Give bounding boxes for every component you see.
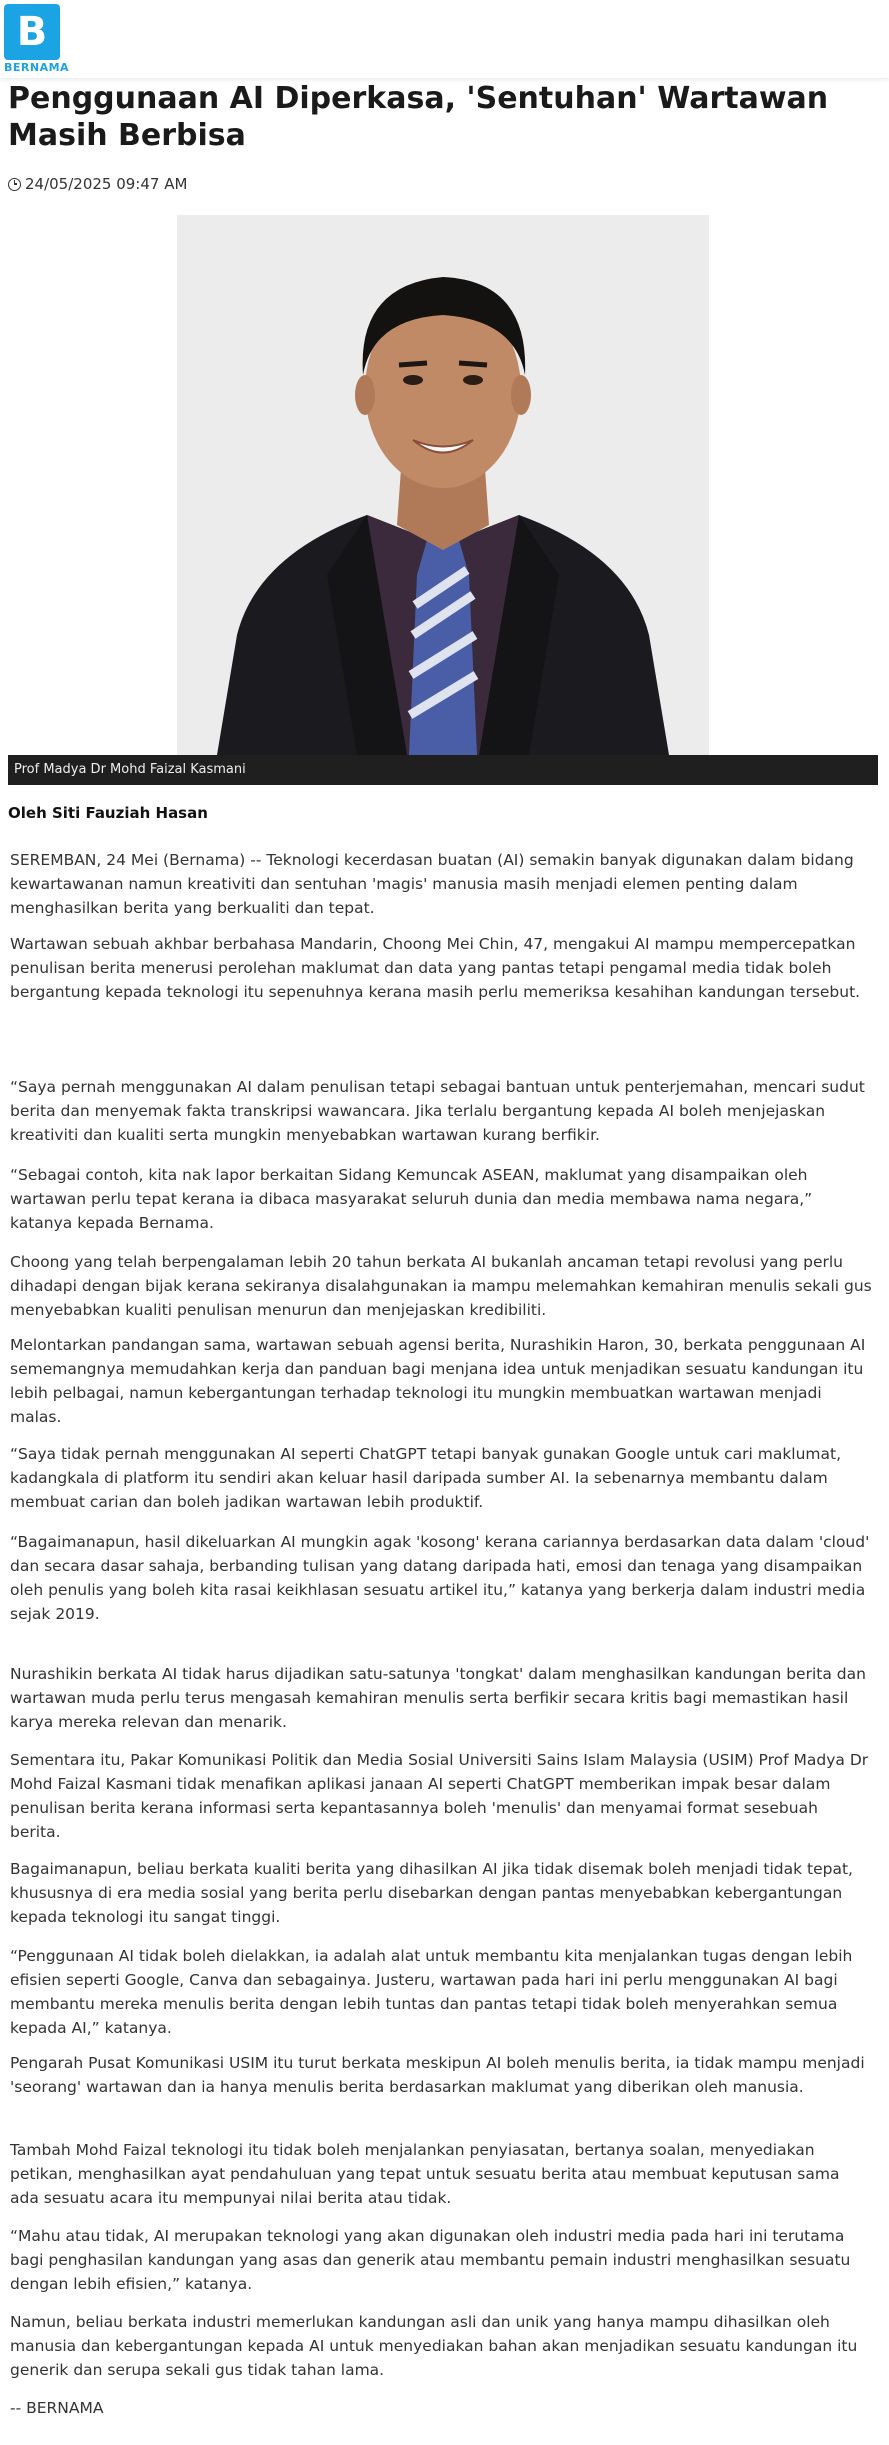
article-paragraph: Bagaimanapun, beliau berkata kualiti berita yang dihasilkan AI jika tidak disemak boleh menjadi tidak tepat, khususnya di era media sosial yang berita perlu disebarkan dengan pantas menyebabkan kebergantungan kepada teknologi itu sangat tinggi. xyxy=(10,1860,853,1926)
article-date xyxy=(8,175,187,193)
article-paragraph: Sementara itu, Pakar Komunikasi Politik dan Media Sosial Universiti Sains Islam Malaysia (USIM) Prof Madya Dr Mohd Faizal Kasmani tidak menafikan aplikasi janaan AI seperti ChatGPT memberikan impak besar dalam penulisan berita kerana informasi serta kepantasannya boleh 'menulis' dan menyamai format sesebuah berita. xyxy=(10,1751,869,1841)
article-paragraph: “Saya tidak pernah menggunakan AI seperti ChatGPT tetapi banyak gunakan Google untuk cari maklumat, kadangkala di platform itu sendiri akan keluar hasil daripada sumber AI. Ia sebenarnya membantu dalam membuat carian dan boleh jadikan wartawan lebih produktif. xyxy=(10,1445,842,1511)
article-paragraph: “Sebagai contoh, kita nak lapor berkaitan Sidang Kemuncak ASEAN, maklumat yang disampaikan oleh wartawan perlu tepat kerana ia dibaca masyarakat seluruh dunia dan media membawa nama negara,” katanya kepada Bernama. xyxy=(10,1166,813,1232)
article-paragraph: Nurashikin berkata AI tidak harus dijadikan satu-satunya 'tongkat' dalam menghasilkan kandungan berita dan wartawan muda perlu terus mengasah kemahiran menulis serta berfikir secara kritis bagi memastikan hasil karya mereka relevan dan menarik. xyxy=(10,1665,866,1731)
article-paragraph: “Penggunaan AI tidak boleh dielakkan, ia adalah alat untuk membantu kita menjalankan tugas dengan lebih efisien seperti Google, Canva dan sebagainya. Justeru, wartawan pada hari ini perlu menggunakan AI bagi membantu mereka menulis berita dengan lebih tuntas dan pantas tetapi tidak boleh menyerahkan semua kepada AI,” katanya. xyxy=(10,1947,853,2037)
photo-caption: Prof Madya Dr Mohd Faizal Kasmani xyxy=(8,755,878,785)
article-paragraph: SEREMBAN, 24 Mei (Bernama) -- Teknologi kecerdasan buatan (AI) semakin banyak digunakan dalam bidang kewartawanan namun kreativiti dan sentuhan 'magis' manusia masih menjadi elemen penting dalam menghasilkan berita yang berkualiti dan tepat. xyxy=(10,851,854,917)
article-paragraph: Tambah Mohd Faizal teknologi itu tidak boleh menjalankan penyiasatan, bertanya soalan, menyediakan petikan, menghasilkan ayat pendahuluan yang tepat untuk sesuatu berita atau membuat keputusan sama ada sesuatu acara itu mempunyai nilai berita atau tidak. xyxy=(10,2141,840,2207)
article-photo xyxy=(177,215,709,755)
article-paragraph: Choong yang telah berpengalaman lebih 20 tahun berkata AI bukanlah ancaman tetapi revolusi yang perlu dihadapi dengan bijak kerana sekiranya disalahgunakan ia mampu melemahkan kemahiran menulis sekali gus menyebabkan kualiti penulisan menurun dan menjejaskan kredibiliti. xyxy=(10,1253,872,1319)
article-paragraph: Namun, beliau berkata industri memerlukan kandungan asli dan unik yang hanya mampu dihasilkan oleh manusia dan kebergantungan kepada AI untuk menyediakan bahan akan menjadikan sesuatu kandungan itu generik dan serupa sekali gus tidak tahan lama. xyxy=(10,2313,858,2379)
bernama-logo-icon[interactable] xyxy=(4,4,70,74)
clock-icon xyxy=(8,178,21,191)
article-paragraph: “Bagaimanapun, hasil dikeluarkan AI mungkin agak 'kosong' kerana cariannya berdasarkan data dalam 'cloud' dan secara dasar sahaja, berbanding tulisan yang datang daripada hati, emosi dan tenaga yang disampaikan oleh penulis yang boleh kita rasai keikhlasan sesuatu artikel itu,” katanya yang berkerja dalam industri media sejak 2019. xyxy=(10,1533,870,1623)
article-paragraph: Wartawan sebuah akhbar berbahasa Mandarin, Choong Mei Chin, 47, mengakui AI mampu mempercepatkan penulisan berita menerusi perolehan maklumat dan data yang pantas tetapi pengamal media tidak boleh bergantung kepada teknologi itu sepenuhnya kerana masih perlu memeriksa kesahihan kandungan tersebut. xyxy=(10,935,861,1001)
article-byline: Oleh Siti Fauziah Hasan xyxy=(8,804,208,822)
article-datetime: 24/05/2025 09:47 AM xyxy=(25,175,188,193)
article-paragraph: Pengarah Pusat Komunikasi USIM itu turut berkata meskipun AI boleh menulis berita, ia tidak mampu menjadi 'seorang' wartawan dan ia hanya menulis berita berdasarkan maklumat yang diberikan oleh manusia. xyxy=(10,2054,865,2096)
article-paragraph: Melontarkan pandangan sama, wartawan sebuah agensi berita, Nurashikin Haron, 30, berkata penggunaan AI sememangnya memudahkan kerja dan panduan bagi menjana idea untuk menjadikan sesuatu kandungan itu lebih pelbagai, namun kebergantungan terhadap teknologi itu mungkin membuatkan wartawan menjadi malas. xyxy=(10,1336,866,1426)
article-paragraph: “Mahu atau tidak, AI merupakan teknologi yang akan digunakan oleh industri media pada hari ini terutama bagi penghasilan kandungan yang asas dan generik atau membantu pemain industri menghasilkan sesuatu dengan lebih efisien,” katanya. xyxy=(10,2227,851,2293)
logo-text: BERNAMA xyxy=(4,61,70,74)
article-title: Penggunaan AI Diperkasa, 'Sentuhan' Wartawan Masih Berbisa xyxy=(8,81,829,153)
logo-mark: B xyxy=(4,4,60,60)
site-header xyxy=(0,0,889,78)
article-paragraph: “Saya pernah menggunakan AI dalam penulisan tetapi sebagai bantuan untuk penterjemahan, mencari sudut berita dan menyemak fakta transkripsi wawancara. Jika terlalu bergantung kepada AI boleh menjejaskan kreativiti dan kualiti serta mungkin menyebabkan wartawan kurang berfikir. xyxy=(10,1078,865,1144)
portrait-illustration xyxy=(177,215,709,755)
article-signoff: -- BERNAMA xyxy=(10,2399,104,2417)
